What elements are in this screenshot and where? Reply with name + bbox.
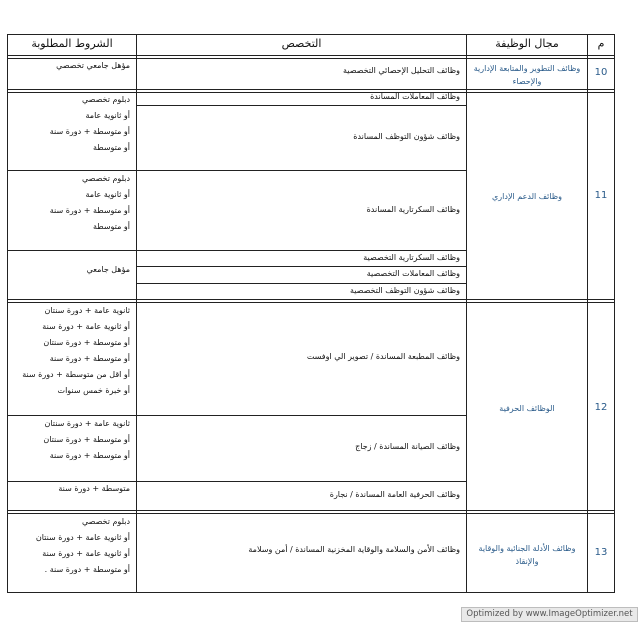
cond-line: دبلوم تخصصي: [82, 174, 130, 183]
cond-line: أو ثانوية عامة + دورة سنتان: [35, 533, 130, 542]
cond-line: أو متوسطة + دورة سنة: [49, 206, 130, 215]
row-11-number: 11: [594, 190, 608, 201]
row-10-number: 10: [594, 67, 608, 78]
header-number: م: [597, 37, 605, 50]
cond-line: ثانوية عامة + دورة سنتان: [44, 419, 130, 428]
row-12-spec-b: وظائف الصيانة المساندة / زجاج: [355, 442, 460, 451]
row-11-spec-a: وظائف المعاملات المساندة: [370, 92, 460, 101]
row-11-spec-c: وظائف السكرتارية المساندة: [366, 205, 460, 214]
cond-line: أو خبرة خمس سنوات: [57, 386, 130, 395]
cond-line: أو ثانوية عامة + دورة سنة: [42, 549, 130, 558]
cond-line: أو متوسطة + دورة سنتان: [43, 435, 130, 444]
row-11-spec-e: وظائف المعاملات التخصصية: [366, 269, 460, 278]
header-field: مجال الوظيفة: [495, 37, 559, 50]
row-10-spec: وظائف التحليل الإحصائي التخصصية: [343, 66, 460, 75]
row-13-number: 13: [594, 547, 608, 558]
cond-line: أو ثانوية عامة: [85, 190, 130, 199]
row-12-cond-c: متوسطة + دورة سنة: [58, 484, 130, 493]
cond-line: أو متوسطة + دورة سنة .: [44, 565, 130, 574]
row-13-field: وظائف الأدلة الجنائية والوقاية والإنقاذ: [478, 544, 576, 566]
cond-line: أو ثانوية عامة: [85, 111, 130, 120]
row-12-number: 12: [594, 402, 608, 413]
row-11-field: وظائف الدعم الإداري: [492, 192, 562, 201]
cond-line: أو متوسطة: [92, 222, 130, 231]
row-11-spec-b: وظائف شؤون التوظف المساندة: [353, 132, 460, 141]
row-11-cond-c: مؤهل جامعي: [86, 265, 130, 274]
row-13-spec: وظائف الأمن والسلامة والوقاية المخزنية المساندة / أمن وسلامة: [248, 545, 460, 554]
row-10-cond: مؤهل جامعي تخصصي: [56, 61, 130, 70]
cond-line: أو ثانوية عامة + دورة سنة: [42, 322, 130, 331]
cond-line: أو متوسطة: [92, 143, 130, 152]
cond-line: ثانوية عامة + دورة سنتان: [44, 306, 130, 315]
optimizer-watermark: Optimized by www.ImageOptimizer.net: [461, 607, 638, 622]
row-12-field: الوظائف الحرفية: [499, 404, 555, 413]
header-specialization: التخصص: [281, 37, 322, 50]
row-12-spec-a: وظائف المطبعة المساندة / تصوير الي اوفست: [306, 352, 460, 361]
cond-line: دبلوم تخصصي: [82, 95, 130, 104]
header-conditions: الشروط المطلوبة: [31, 37, 113, 50]
cond-line: أو متوسطة + دورة سنة: [49, 451, 130, 460]
cond-line: أو متوسطة + دورة سنة: [49, 127, 130, 136]
cond-line: دبلوم تخصصي: [82, 517, 130, 526]
row-11-spec-f: وظائف شؤون التوظف التخصصية: [349, 286, 460, 295]
cond-line: أو متوسطة + دورة سنة: [49, 354, 130, 363]
cond-line: أو متوسطة + دورة سنتان: [43, 338, 130, 347]
row-12-spec-c: وظائف الحرفية العامة المساندة / نجارة: [329, 490, 460, 499]
row-10-field: وظائف التطوير والمتابعة الإدارية والإحصاء: [473, 64, 581, 86]
row-11-spec-d: وظائف السكرتارية التخصصية: [363, 253, 460, 262]
cond-line: أو اقل من متوسطة + دورة سنة: [22, 370, 130, 379]
